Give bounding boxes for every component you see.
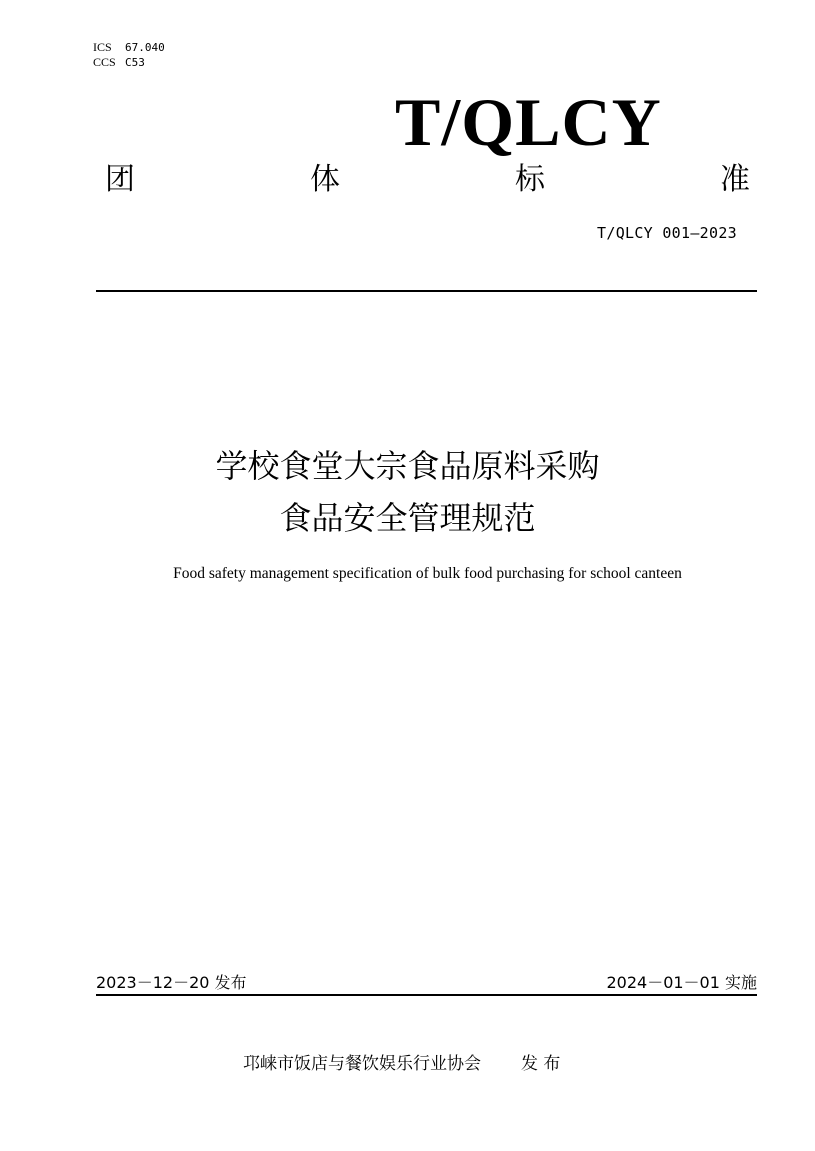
publisher-action: 发 布 — [521, 1054, 561, 1074]
publisher-name: 邛崃市饭店与餐饮娱乐行业协会 — [243, 1054, 481, 1074]
classification-codes — [93, 40, 165, 70]
ics-label: ICS — [93, 40, 112, 54]
implementation-date: 2024－01－01 实施 — [606, 973, 757, 992]
title-line-2: 食品安全管理规范 — [279, 499, 536, 537]
bottom-divider — [96, 994, 757, 996]
standard-type-char: 准 — [720, 162, 750, 197]
ics-row — [93, 40, 165, 55]
english-title: Food safety management specification of bulk food purchasing for school canteen — [173, 565, 682, 582]
standard-type — [105, 160, 750, 200]
standard-type-char: 团 — [105, 162, 135, 197]
ccs-row — [93, 55, 165, 70]
ccs-value: C53 — [125, 56, 145, 69]
publisher — [243, 1052, 560, 1076]
ccs-label: CCS — [93, 55, 116, 69]
standard-type-char: 标 — [515, 162, 545, 197]
title-line-1: 学校食堂大宗食品原料采购 — [215, 447, 600, 485]
issue-date: 2023－12－20 发布 — [96, 973, 247, 992]
standard-type-char: 体 — [310, 162, 340, 197]
ics-value: 67.040 — [125, 41, 165, 54]
standard-number: T/QLCY 001—2023 — [597, 224, 737, 242]
standard-logo: T/QLCY — [395, 84, 662, 160]
top-divider — [96, 290, 757, 292]
